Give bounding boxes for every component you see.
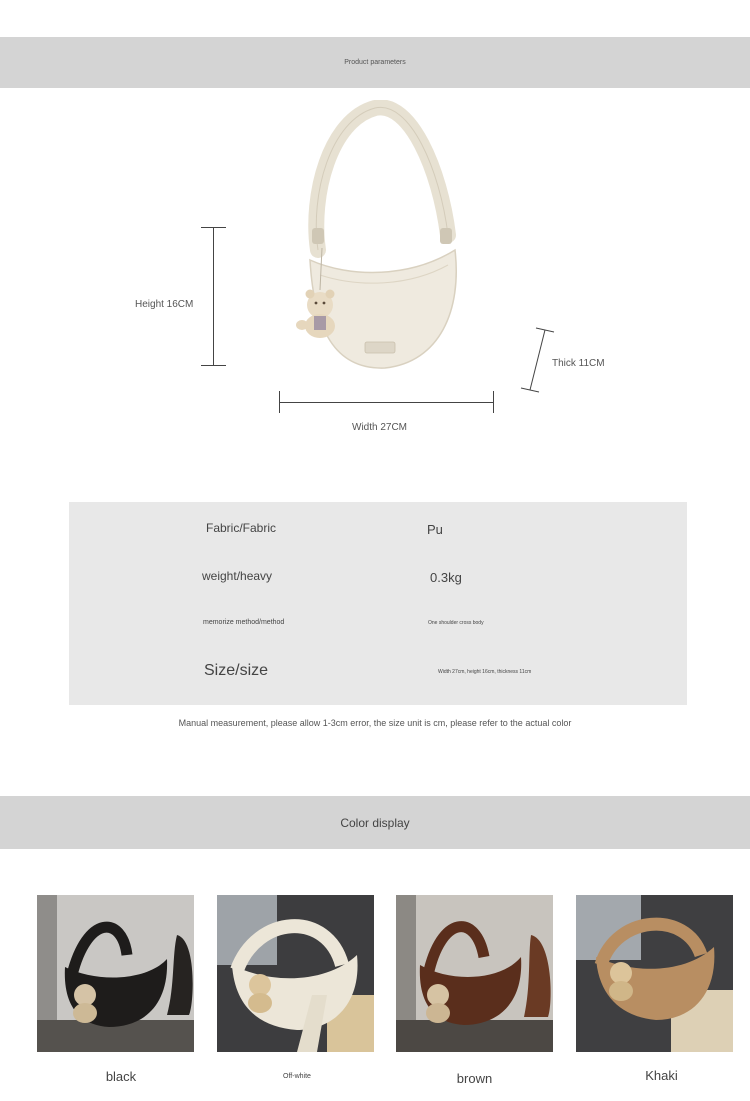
section-title: Color display [340,815,410,830]
color-swatch-off-white[interactable] [217,895,374,1052]
param-key-size: Size/size [204,662,269,679]
width-dimension-cap-right [493,391,494,413]
color-label-brown: brown [456,1071,493,1086]
param-key-weight: weight/heavy [202,569,273,583]
measurement-note: Manual measurement, please allow 1-3cm error, the size unit is cm, please refer to the actual color [178,718,572,728]
section-header-product-parameters [0,37,750,88]
parameter-table [69,502,687,705]
width-dimension-line [279,402,494,403]
param-key-fabric: Fabric/Fabric [206,521,277,535]
color-label-khaki: Khaki [645,1068,678,1083]
height-dimension-cap-bottom [201,365,226,366]
color-label-black: black [105,1069,137,1084]
height-dimension-line [213,227,214,366]
width-label: Width 27CM [352,422,408,433]
section-header-color-display [0,796,750,849]
thick-label: Thick 11CM [552,358,605,369]
param-value-method: One shoulder cross body [428,620,484,626]
section-title: Product parameters [344,59,406,66]
bag-illustration [290,100,465,375]
param-value-weight: 0.3kg [430,570,462,585]
param-value-size: Width 27cm, height 16cm, thickness 11cm [438,669,532,675]
product-image [290,100,465,375]
color-swatch-brown[interactable] [396,895,553,1052]
width-dimension-cap-left [279,391,280,413]
param-value-fabric: Pu [427,522,443,537]
height-label: Height 16CM [135,299,194,310]
color-label-off-white: Off-white [283,1073,311,1080]
param-key-method: memorize method/method [203,619,285,626]
color-swatch-black[interactable] [37,895,194,1052]
color-swatch-khaki[interactable] [576,895,733,1052]
height-dimension-cap-top [201,227,226,228]
